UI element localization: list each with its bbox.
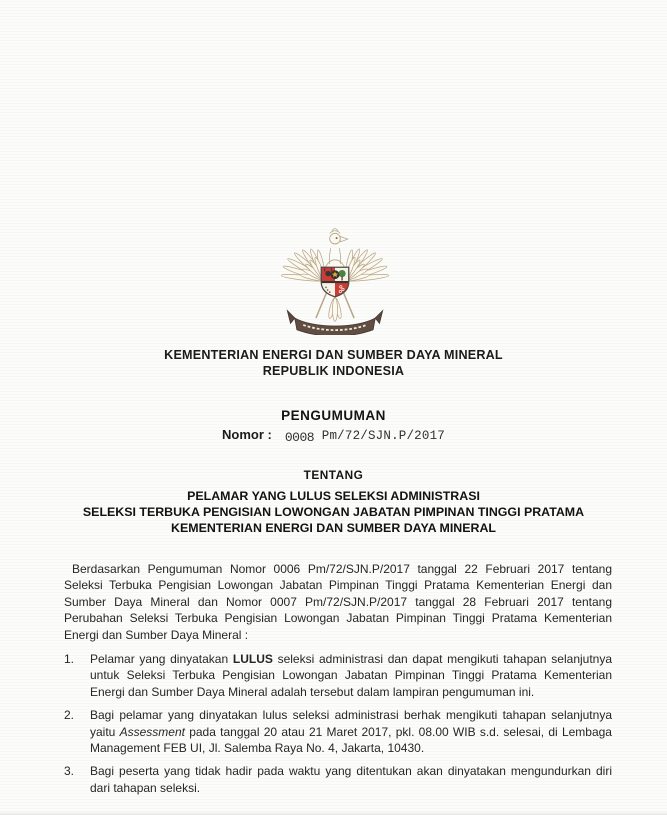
about-label: TENTANG [303, 468, 364, 482]
list-item-1-emphasis: LULUS [232, 652, 273, 667]
list-item-3-text [90, 763, 612, 796]
intro-paragraph: Berdasarkan Pengumuman Nomor 0006 Pm/72/SJN.P/2017 tanggal 22 Februari 2017 tentang Seleksi Terbuka Pengisian Lowongan Jabatan Pimpinan Tinggi Pratama Kementerian Energi dan Sumber Daya Mineral dan Nomor 0007 Pm/72/SJN.P/2017 tanggal 28 Februari 2017 tentang Perubahan Seleksi Terbuka Pengisian Lowongan Jabatan Pimpinan Tinggi Pratama Kementerian Energi dan Sumber Daya Mineral : [64, 562, 612, 642]
list-item-1-post: seleksi administrasi dan dapat mengikuti tahapan selanjutnya untuk Seleksi Terbuka Pengisian Lowongan Jabatan Pimpinan Tinggi Pratama Kementerian Energi dan Sumber Daya Mineral adalah tersebut dalam lampiran pengumuman ini. [90, 652, 613, 699]
list-item-1-pre: Pelamar yang dinyatakan [90, 652, 233, 667]
number-value [285, 428, 445, 443]
list-item-3-pre: Bagi peserta yang tidak hadir pada waktu yang ditentukan akan dinyatakan mengundurkan diri dari tahapan seleksi. [90, 764, 612, 795]
document-number-row [0, 427, 667, 443]
letterhead [0, 347, 667, 379]
doc-type-heading: PENGUMUMAN [281, 408, 386, 423]
list-item-2-text [90, 707, 612, 756]
list-item-2-emphasis: Assessment [119, 724, 185, 739]
document-body [64, 561, 612, 803]
subject-title [0, 488, 667, 536]
list-item-3-number: 3. [64, 764, 75, 779]
scan-bottom-edge [0, 811, 667, 815]
ministry-name: KEMENTERIAN ENERGI DAN SUMBER DAYA MINERAL [164, 348, 503, 362]
list-item-3 [64, 763, 612, 796]
number-label: Nomor : [222, 427, 272, 442]
list-item-2 [64, 707, 612, 756]
list-item-2-pre: Bagi pelamar yang dinyatakan lulus seleksi administrasi berhak mengikuti tahapan selanjutnya yaitu [90, 708, 612, 739]
list-item-1-number: 1. [64, 652, 75, 667]
republic-line: REPUBLIK INDONESIA [262, 364, 405, 378]
list-item-2-post: pada tanggal 20 atau 21 Maret 2017, pkl. 08.00 WIB s.d. selesai, di Lembaga Management FEB UI, Jl. Salemba Raya No. 4, Jakarta, 10430. [90, 724, 612, 756]
number-rest: Pm/72/SJN.P/2017 [321, 429, 445, 443]
list-item-1 [64, 651, 612, 700]
subject-line-1: PELAMAR YANG LULUS SELEKSI ADMINISTRASI [187, 489, 480, 503]
number-stamp: 0008 [284, 429, 315, 445]
list-item-1-text [90, 651, 612, 700]
list-item-2-number: 2. [64, 708, 75, 723]
garuda-pancasila-emblem-icon [281, 227, 389, 335]
subject-line-3: KEMENTERIAN ENERGI DAN SUMBER DAYA MINERAL [171, 521, 496, 536]
subject-line-2: SELEKSI TERBUKA PENGISIAN LOWONGAN JABATAN PIMPINAN TINGGI PRATAMA [82, 505, 585, 520]
